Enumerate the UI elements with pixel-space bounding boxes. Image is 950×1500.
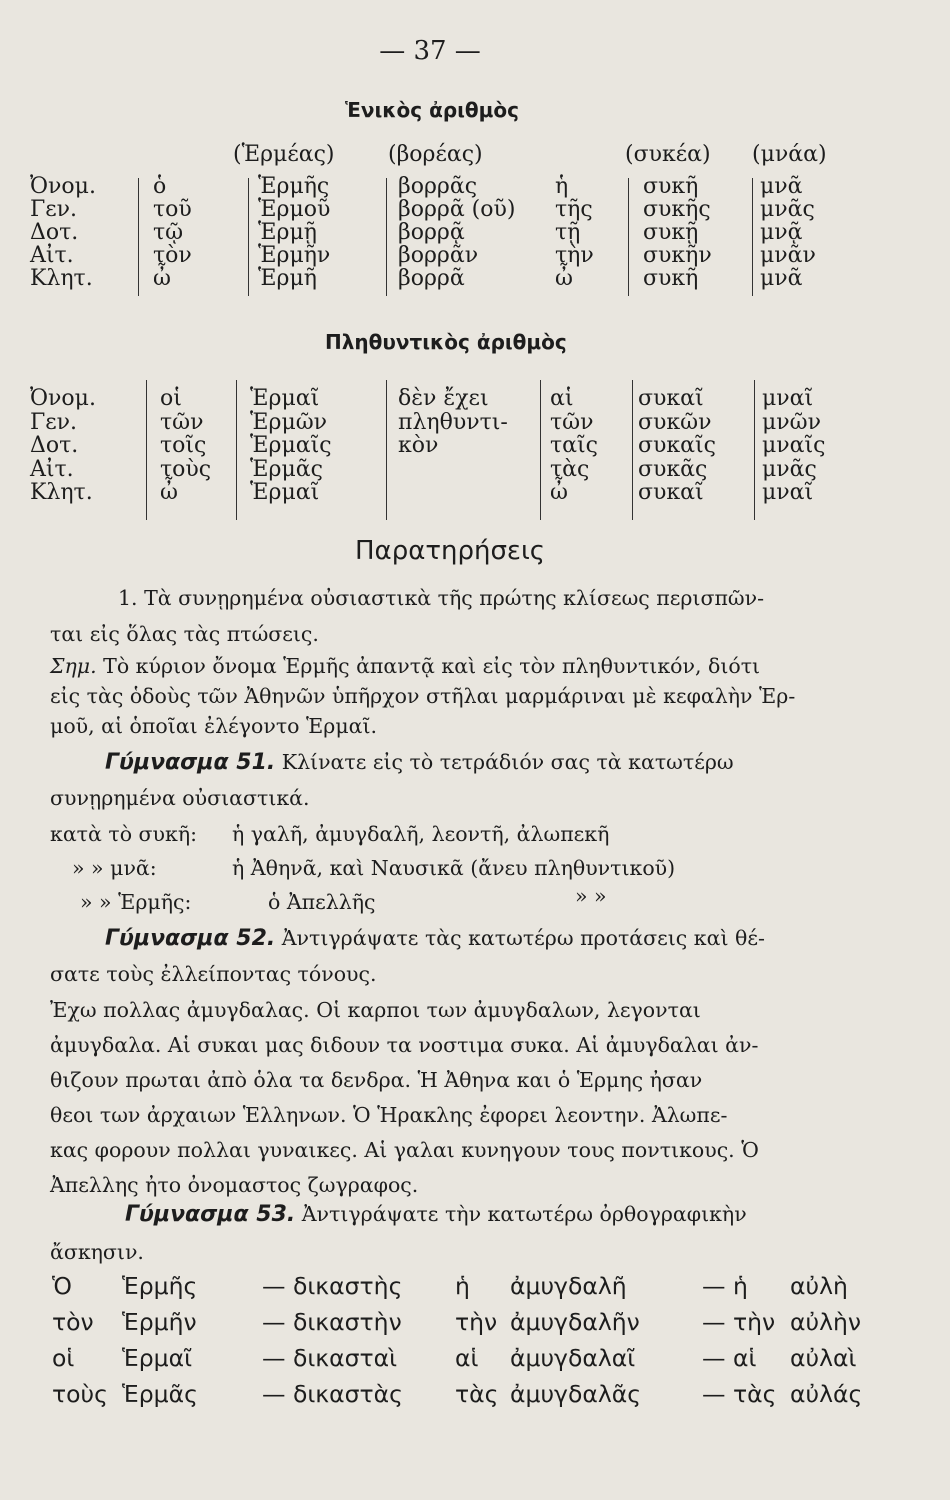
singular-article_f-0: ἡ — [555, 174, 569, 199]
singular-cases-3: Αἰτ. — [30, 243, 74, 268]
singular-hermes-0: Ἑρμῆς — [258, 174, 330, 199]
singular-syke-0: συκῆ — [643, 174, 699, 199]
singular-cases-4: Κλητ. — [30, 266, 93, 291]
plural-boreas-1: πληθυντι- — [398, 409, 508, 435]
singular-divider-b — [248, 178, 249, 296]
plural-hermes-1: Ἑρμῶν — [250, 409, 328, 435]
plural-cases-1: Γεν. — [30, 409, 78, 435]
note-label: Σημ. — [50, 654, 97, 678]
singular-boreas-2: βορρᾷ — [398, 220, 465, 245]
ex53-row-3-col-1: οἱ — [52, 1344, 75, 1372]
ex53-row-4-col-7: αὐλάς — [790, 1380, 863, 1408]
ex53-row-1-col-2: Ἑρμῆς — [122, 1272, 198, 1300]
plural-boreas-0: δὲν ἔχει — [398, 386, 489, 411]
ex53-row-3-col-4: αἱ — [455, 1344, 479, 1372]
ex53-row-4-col-2: Ἑρμᾶς — [122, 1380, 198, 1408]
plural-mna-4: μναῖ — [762, 480, 814, 505]
singular-syke-2: συκῇ — [643, 220, 699, 245]
ex53-row-2-col-7: αὐλὴν — [790, 1308, 862, 1336]
ex53-row-3-col-6: — αἱ — [702, 1344, 757, 1372]
header-sykea: (συκέα) — [625, 142, 711, 167]
singular-article_f-4: ὦ — [555, 266, 573, 291]
singular-cases-0: Ὀνομ. — [30, 174, 96, 199]
plural-mna-1: μνῶν — [762, 409, 821, 435]
singular-divider-a — [138, 178, 139, 296]
singular-boreas-4: βορρᾶ — [398, 266, 465, 291]
plural-article_f-4: ὦ — [550, 480, 568, 505]
plural-article_m-2: τοῖς — [160, 433, 207, 458]
ex51-row-3-words: ὁ Ἀπελλῆς — [268, 890, 376, 914]
header-hermeas: (Ἑρμέας) — [233, 142, 335, 167]
note-line-3: μοῦ, αἱ ὁποῖαι ἐλέγοντο Ἑρμαῖ. — [50, 714, 378, 738]
exercise-52-line-1: Ἀντιγράψατε τὰς κατωτέρω προτάσεις καὶ θέ- — [275, 926, 765, 950]
page-number: — 37 — — [379, 36, 481, 66]
exercise-51-line-1: Κλίνατε εἰς τὸ τετράδιόν σας τὰ κατωτέρω — [275, 750, 734, 774]
ex53-row-4-col-3: — δικαστὰς — [262, 1380, 403, 1408]
singular-cases-2: Δοτ. — [30, 220, 79, 245]
singular-boreas-3: βορρᾶν — [398, 243, 479, 268]
plural-hermes-2: Ἑρμαῖς — [250, 433, 332, 458]
plural-cases-2: Δοτ. — [30, 433, 79, 458]
ex53-row-3-col-2: Ἑρμαῖ — [122, 1344, 193, 1372]
ex51-row-1-label: κατὰ τὸ συκῆ: — [50, 822, 198, 846]
note-line-2: εἰς τὰς ὁδοὺς τῶν Ἀθηνῶν ὑπῆρχον στῆλαι μαρμάριναι μὲ κεφαλὴν Ἑρ- — [50, 684, 796, 708]
ex53-row-2-col-5: ἀμυγδαλῆν — [510, 1308, 640, 1336]
plural-divider-e — [632, 380, 633, 520]
plural-heading: Πληθυντικὸς ἀριθμὸς — [325, 330, 567, 354]
plural-boreas-2: κὸν — [398, 433, 439, 458]
singular-hermes-2: Ἑρμῇ — [258, 220, 317, 245]
singular-syke-3: συκῆν — [643, 243, 712, 268]
singular-article_m-4: ὦ — [153, 266, 171, 291]
ex51-row-1-words: ἡ γαλῆ, ἀμυγδαλῆ, λεοντῆ, ἀλωπεκῆ — [232, 822, 610, 846]
ex53-row-4-col-5: ἀμυγδαλᾶς — [510, 1380, 642, 1408]
ex53-row-3-col-3: — δικασταὶ — [262, 1344, 398, 1372]
ex53-row-2-col-1: τὸν — [52, 1308, 94, 1336]
ex53-row-2-col-3: — δικαστὴν — [262, 1308, 402, 1336]
ex53-row-4-col-4: τὰς — [455, 1380, 499, 1408]
singular-cases-1: Γεν. — [30, 197, 78, 222]
plural-mna-3: μνᾶς — [762, 456, 817, 482]
exercise-52-sentence-line-4: θεοι των ἀρχαιων Ἑλληνων. Ὁ Ἡρακλης ἐφορει λεοντην. Ἀλωπε- — [50, 1103, 728, 1127]
exercise-52-label: Γύμνασμα 52. — [105, 926, 276, 951]
singular-article_m-1: τοῦ — [153, 197, 192, 222]
ex53-row-4-col-1: τοὺς — [52, 1380, 108, 1408]
singular-mna-1: μνᾶς — [760, 197, 815, 222]
plural-article_m-4: ὦ — [160, 480, 178, 505]
ex51-row-2-label: » » μνᾶ: — [72, 856, 157, 880]
singular-heading: Ἑνικὸς ἀριθμὸς — [345, 98, 519, 122]
plural-syke-1: συκῶν — [638, 409, 712, 435]
ex53-row-3-col-7: αὐλαὶ — [790, 1344, 857, 1372]
plural-article_f-2: ταῖς — [550, 433, 598, 458]
plural-cases-3: Αἰτ. — [30, 456, 74, 482]
singular-mna-0: μνᾶ — [760, 174, 803, 199]
singular-mna-2: μνᾷ — [760, 220, 803, 245]
singular-article_m-3: τὸν — [153, 243, 192, 268]
observation-1-line-1: 1. Τὰ συνῃρημένα οὐσιαστικὰ τῆς πρώτης κλίσεως περισπῶν- — [118, 586, 765, 610]
ex53-row-1-col-7: αὐλὴ — [790, 1272, 848, 1300]
plural-divider-b — [236, 380, 237, 520]
plural-article_m-1: τῶν — [160, 409, 204, 435]
ex53-row-1-col-1: Ὁ — [52, 1272, 72, 1300]
header-boreas: (βορέας) — [388, 142, 483, 167]
exercise-53-line-2: ἄσκησιν. — [50, 1240, 144, 1264]
plural-divider-f — [754, 380, 755, 520]
ex53-row-3-col-5: ἀμυγδαλαῖ — [510, 1344, 636, 1372]
exercise-52-sentence-line-1: Ἐχω πολλας ἀμυγδαλας. Οἱ καρποι των ἀμυγδαλων, λεγονται — [50, 998, 701, 1022]
plural-article_m-0: οἱ — [160, 386, 182, 411]
exercise-51-line-2: συνῃρημένα οὐσιαστικά. — [50, 786, 310, 810]
singular-article_f-3: τὴν — [555, 243, 594, 268]
exercise-52-sentence-line-5: κας φορουν πολλαι γυναικες. Αἱ γαλαι κυνηγουν τους ποντικους. Ὁ — [50, 1138, 759, 1162]
plural-syke-4: συκαῖ — [638, 480, 704, 505]
plural-divider-c — [386, 380, 387, 520]
ex53-row-1-col-6: — ἡ — [702, 1272, 748, 1300]
plural-mna-0: μναῖ — [762, 386, 814, 411]
header-mnaa: (μνάα) — [752, 142, 827, 167]
observations-title: Παρατηρήσεις — [355, 536, 546, 566]
observation-1-line-2: ται εἰς ὅλας τὰς πτώσεις. — [50, 622, 319, 646]
plural-divider-a — [146, 380, 147, 520]
singular-hermes-1: Ἑρμοῦ — [258, 197, 331, 222]
singular-divider-c — [386, 178, 387, 296]
ex51-row-3-ditto: » » — [575, 884, 607, 908]
ex53-row-1-col-5: ἀμυγδαλῆ — [510, 1272, 627, 1300]
plural-cases-4: Κλητ. — [30, 480, 93, 505]
ex53-row-2-col-6: — τὴν — [702, 1308, 776, 1336]
plural-hermes-0: Ἑρμαῖ — [250, 386, 320, 411]
singular-hermes-4: Ἑρμῆ — [258, 266, 317, 291]
singular-mna-3: μνᾶν — [760, 243, 816, 268]
singular-article_m-0: ὁ — [153, 174, 167, 199]
singular-syke-1: συκῆς — [643, 197, 711, 222]
ex51-row-2-words: ἡ Ἀθηνᾶ, καὶ Ναυσικᾶ (ἄνευ πληθυντικοῦ) — [232, 856, 676, 880]
singular-boreas-0: βορρᾶς — [398, 174, 478, 199]
exercise-52-sentence-line-3: θιζουν πρωται ἀπὸ ὁλα τα δενδρα. Ἡ Ἀθηνα και ὁ Ἑρμης ἠσαν — [50, 1068, 703, 1092]
ex53-row-1-col-3: — δικαστὴς — [262, 1272, 403, 1300]
ex53-row-1-col-4: ἡ — [455, 1272, 470, 1300]
plural-syke-0: συκαῖ — [638, 386, 704, 411]
singular-hermes-3: Ἑρμῆν — [258, 243, 331, 268]
ex51-row-3-label: » » Ἑρμῆς: — [80, 890, 192, 914]
ex53-row-4-col-6: — τὰς — [702, 1380, 777, 1408]
plural-syke-3: συκᾶς — [638, 456, 708, 482]
singular-syke-4: συκῆ — [643, 266, 699, 291]
singular-mna-4: μνᾶ — [760, 266, 803, 291]
singular-divider-d — [628, 178, 629, 296]
plural-divider-d — [540, 380, 541, 520]
singular-article_f-2: τῇ — [555, 220, 581, 245]
singular-article_m-2: τῷ — [153, 220, 184, 245]
exercise-53-line-1: Ἀντιγράψατε τὴν κατωτέρω ὀρθογραφικὴν — [295, 1202, 747, 1226]
plural-cases-0: Ὀνομ. — [30, 386, 96, 411]
exercise-52-sentence-line-6: Ἀπελλης ἠτο ὀνομαστος ζωγραφος. — [50, 1173, 419, 1197]
singular-article_f-1: τῆς — [555, 197, 593, 222]
plural-article_f-0: αἱ — [550, 386, 574, 411]
plural-hermes-3: Ἑρμᾶς — [250, 456, 323, 482]
singular-divider-e — [752, 178, 753, 296]
singular-boreas-1: βορρᾶ (οῦ) — [398, 197, 516, 222]
exercise-53-label: Γύμνασμα 53. — [125, 1202, 296, 1227]
plural-hermes-4: Ἑρμαῖ — [250, 480, 320, 505]
note-line-1: Τὸ κύριον ὄνομα Ἑρμῆς ἀπαντᾷ καὶ εἰς τὸν πληθυντικόν, διότι — [96, 654, 761, 678]
plural-syke-2: συκαῖς — [638, 433, 716, 458]
plural-article_f-3: τὰς — [550, 456, 590, 482]
exercise-52-sentence-line-2: ἀμυγδαλα. Αἱ συκαι μας διδουν τα νοστιμα συκα. Αἱ ἀμυγδαλαι ἀν- — [50, 1033, 759, 1057]
exercise-51-label: Γύμνασμα 51. — [105, 750, 276, 775]
plural-article_m-3: τοὺς — [160, 456, 212, 482]
ex53-row-2-col-2: Ἑρμῆν — [122, 1308, 197, 1336]
plural-mna-2: μναῖς — [762, 433, 826, 458]
exercise-52-line-2: σατε τοὺς ἐλλείποντας τόνους. — [50, 962, 377, 986]
plural-article_f-1: τῶν — [550, 409, 594, 435]
ex53-row-2-col-4: τὴν — [455, 1308, 498, 1336]
